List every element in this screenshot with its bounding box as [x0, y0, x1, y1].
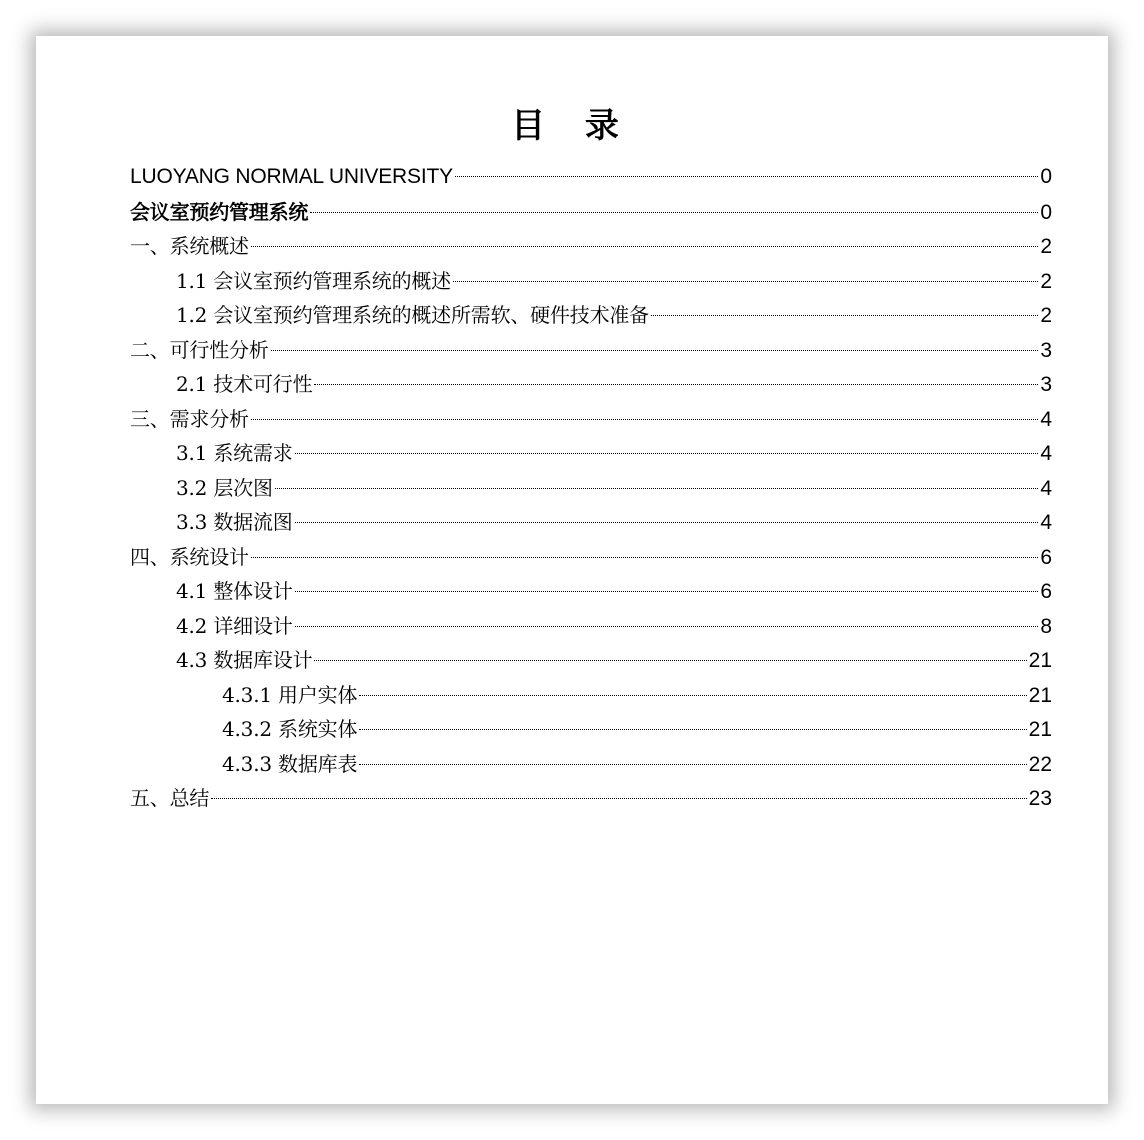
toc-dot-leader [295, 453, 1039, 454]
toc-entry[interactable] [130, 540, 1052, 575]
toc-dot-leader [359, 695, 1026, 696]
toc-entry[interactable] [130, 678, 1052, 713]
toc-page-number: 2 [1040, 269, 1052, 293]
toc-entry[interactable] [130, 747, 1052, 782]
toc-page-number: 6 [1040, 580, 1052, 603]
toc-entry-label: 4.3.3 数据库表 [222, 751, 358, 776]
toc-entry[interactable] [130, 264, 1052, 299]
toc-entry[interactable] [130, 712, 1052, 747]
toc-page-number: 21 [1028, 683, 1052, 707]
toc-dot-leader [310, 212, 1038, 213]
toc-entry[interactable] [130, 160, 1052, 195]
toc-entry-label: 4.1 整体设计 [176, 579, 293, 603]
toc-dot-leader [251, 419, 1039, 420]
toc-entry[interactable] [130, 298, 1052, 333]
toc-page-number: 22 [1028, 752, 1052, 776]
toc-entry[interactable] [130, 333, 1052, 368]
toc-entry-label: LUOYANG NORMAL UNIVERSITY [130, 165, 453, 188]
toc-entry[interactable] [130, 471, 1052, 506]
toc-entry-label: 3.1 系统需求 [176, 441, 293, 465]
toc-entry-label: 4.2 详细设计 [176, 613, 293, 638]
toc-page-number: 4 [1040, 407, 1052, 431]
toc-page-number: 6 [1040, 545, 1052, 569]
toc-page-number: 2 [1040, 304, 1052, 327]
toc-entry-label: 二、可行性分析 [130, 337, 269, 362]
toc-entry-label: 4.3.2 系统实体 [222, 717, 358, 741]
toc-page-number: 4 [1040, 476, 1052, 500]
toc-dot-leader [314, 384, 1038, 385]
toc-dot-leader [455, 176, 1038, 177]
toc-entry[interactable] [130, 195, 1052, 230]
toc-dot-leader [295, 522, 1039, 523]
toc-dot-leader [314, 660, 1026, 661]
toc-page-number: 3 [1040, 338, 1052, 362]
toc-entry-label: 1.2 会议室预约管理系统的概述所需软、硬件技术准备 [176, 303, 649, 327]
toc-dot-leader [275, 488, 1039, 489]
toc-dot-leader [251, 246, 1039, 247]
toc-entry-label: 2.1 技术可行性 [176, 372, 313, 396]
toc-page-number: 0 [1040, 165, 1052, 188]
toc-page-number: 0 [1040, 200, 1052, 224]
toc-entry-label: 一、系统概述 [130, 234, 249, 258]
toc-entry-label: 3.2 层次图 [176, 475, 273, 500]
toc-page-number: 4 [1040, 511, 1052, 534]
toc-dot-leader [211, 798, 1026, 799]
toc-entry-label: 3.3 数据流图 [176, 510, 293, 534]
toc-entry[interactable] [130, 574, 1052, 609]
toc-entry-label: 4.3.1 用户实体 [222, 682, 358, 707]
toc-page-number: 21 [1028, 718, 1052, 741]
toc-entry[interactable] [130, 781, 1052, 816]
toc-entry-label: 五、总结 [130, 786, 210, 810]
toc-dot-leader [251, 557, 1039, 558]
toc-entry[interactable] [130, 402, 1052, 437]
toc-entry-label: 1.1 会议室预约管理系统的概述 [176, 268, 451, 293]
toc-entry[interactable] [130, 505, 1052, 540]
toc-page-number: 8 [1040, 614, 1052, 638]
toc-dot-leader [295, 591, 1039, 592]
toc-dot-leader [359, 764, 1026, 765]
toc-list [130, 160, 1052, 816]
toc-dot-leader [271, 350, 1039, 351]
toc-entry[interactable] [130, 643, 1052, 678]
toc-page-number: 23 [1028, 787, 1052, 810]
toc-entry-label: 三、需求分析 [130, 406, 249, 431]
toc-page-number: 2 [1040, 235, 1052, 258]
toc-entry[interactable] [130, 367, 1052, 402]
toc-dot-leader [295, 626, 1039, 627]
toc-page-number: 21 [1028, 649, 1052, 672]
toc-dot-leader [651, 315, 1038, 316]
toc-entry[interactable] [130, 609, 1052, 644]
toc-entry-label: 四、系统设计 [130, 544, 249, 569]
toc-entry-label: 会议室预约管理系统 [130, 199, 309, 224]
toc-entry[interactable] [130, 436, 1052, 471]
toc-title: 目 录 [511, 106, 633, 146]
toc-dot-leader [359, 729, 1026, 730]
toc-dot-leader [453, 281, 1038, 282]
document-page [36, 36, 1108, 1104]
toc-page-number: 4 [1040, 442, 1052, 465]
toc-entry-label: 4.3 数据库设计 [176, 648, 313, 672]
toc-page-number: 3 [1040, 373, 1052, 396]
toc-entry[interactable] [130, 229, 1052, 264]
